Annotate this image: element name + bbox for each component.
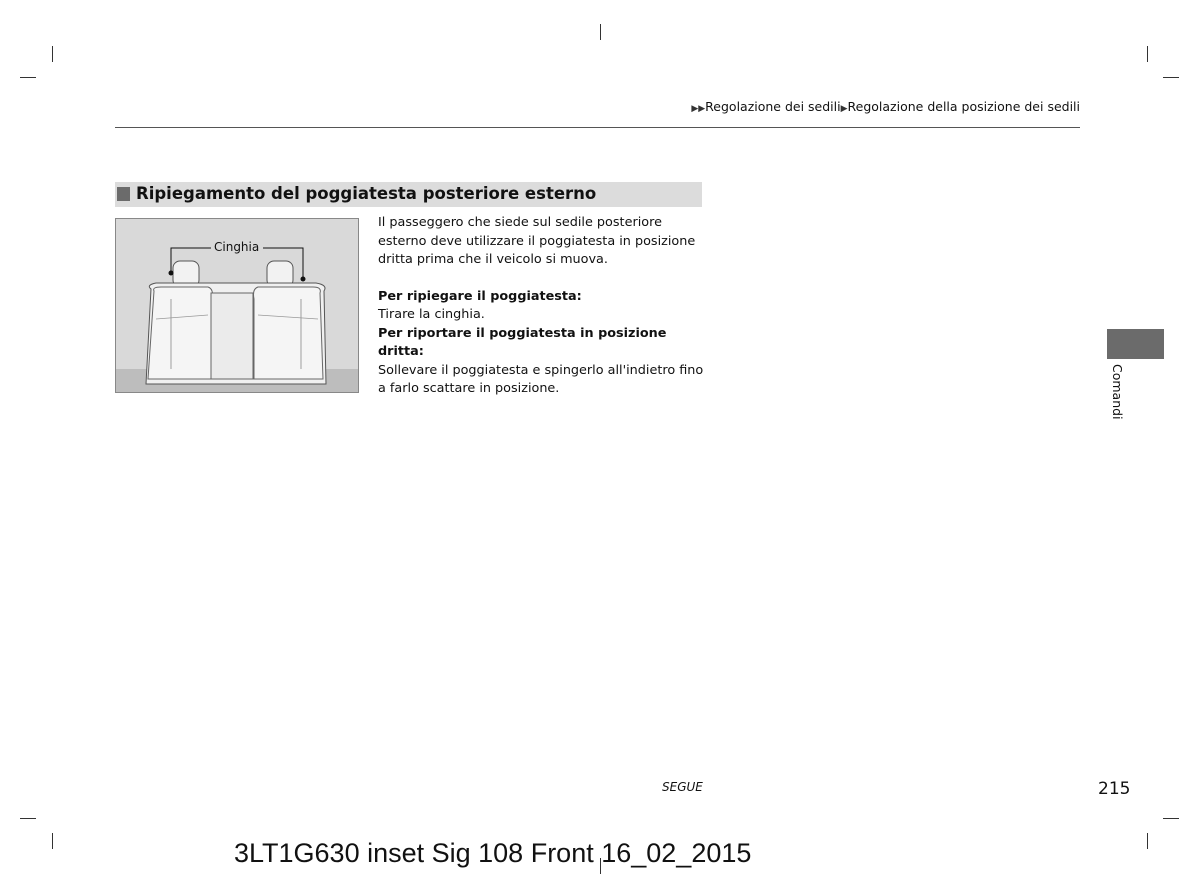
header-rule (115, 127, 1080, 128)
restore-heading: Per riportare il poggiatesta in posizione dritta: (378, 325, 667, 359)
crop-mark (20, 818, 36, 819)
crop-mark (52, 833, 53, 849)
crop-mark (1163, 77, 1179, 78)
crop-mark (1163, 818, 1179, 819)
crop-mark (1147, 833, 1148, 849)
arrow-icon: ▶ (840, 104, 848, 114)
fold-instruction: Tirare la cinghia. (378, 307, 485, 322)
page-number: 215 (1098, 779, 1131, 799)
strap-callout-label: Cinghia (214, 240, 260, 254)
breadcrumb-item-seat-position[interactable]: Regolazione della posizione dei sedili (847, 99, 1080, 114)
print-slug: 3LT1G630 inset Sig 108 Front 16_02_2015 (234, 838, 752, 868)
double-arrow-icon: ▶▶ (691, 104, 706, 114)
crop-mark (1147, 46, 1148, 62)
crop-mark (600, 24, 601, 40)
breadcrumb-item-seat-adjustment[interactable]: Regolazione dei sedili (705, 99, 841, 114)
restore-instruction: Sollevare il poggiatesta e spingerlo all'indietro fino a farlo scattare in posizione. (378, 362, 704, 396)
intro-paragraph: Il passeggero che siede sul sedile posteriore esterno deve utilizzare il poggiatesta in posizione dritta prima che il veicolo si muova. (378, 215, 696, 267)
instruction-text (378, 214, 708, 399)
rear-seat-illustration (115, 218, 359, 393)
chapter-tab[interactable] (1107, 329, 1164, 359)
chapter-tab-label: Comandi (1110, 364, 1125, 420)
crop-mark (20, 77, 36, 78)
fold-heading: Per ripiegare il poggiatesta: (378, 288, 582, 304)
breadcrumb (691, 99, 1080, 114)
crop-mark (52, 46, 53, 62)
section-title: Ripiegamento del poggiatesta posteriore esterno (136, 184, 597, 203)
continue-label: SEGUE (662, 780, 703, 794)
section-marker-icon (117, 187, 130, 201)
section-heading (115, 182, 702, 207)
